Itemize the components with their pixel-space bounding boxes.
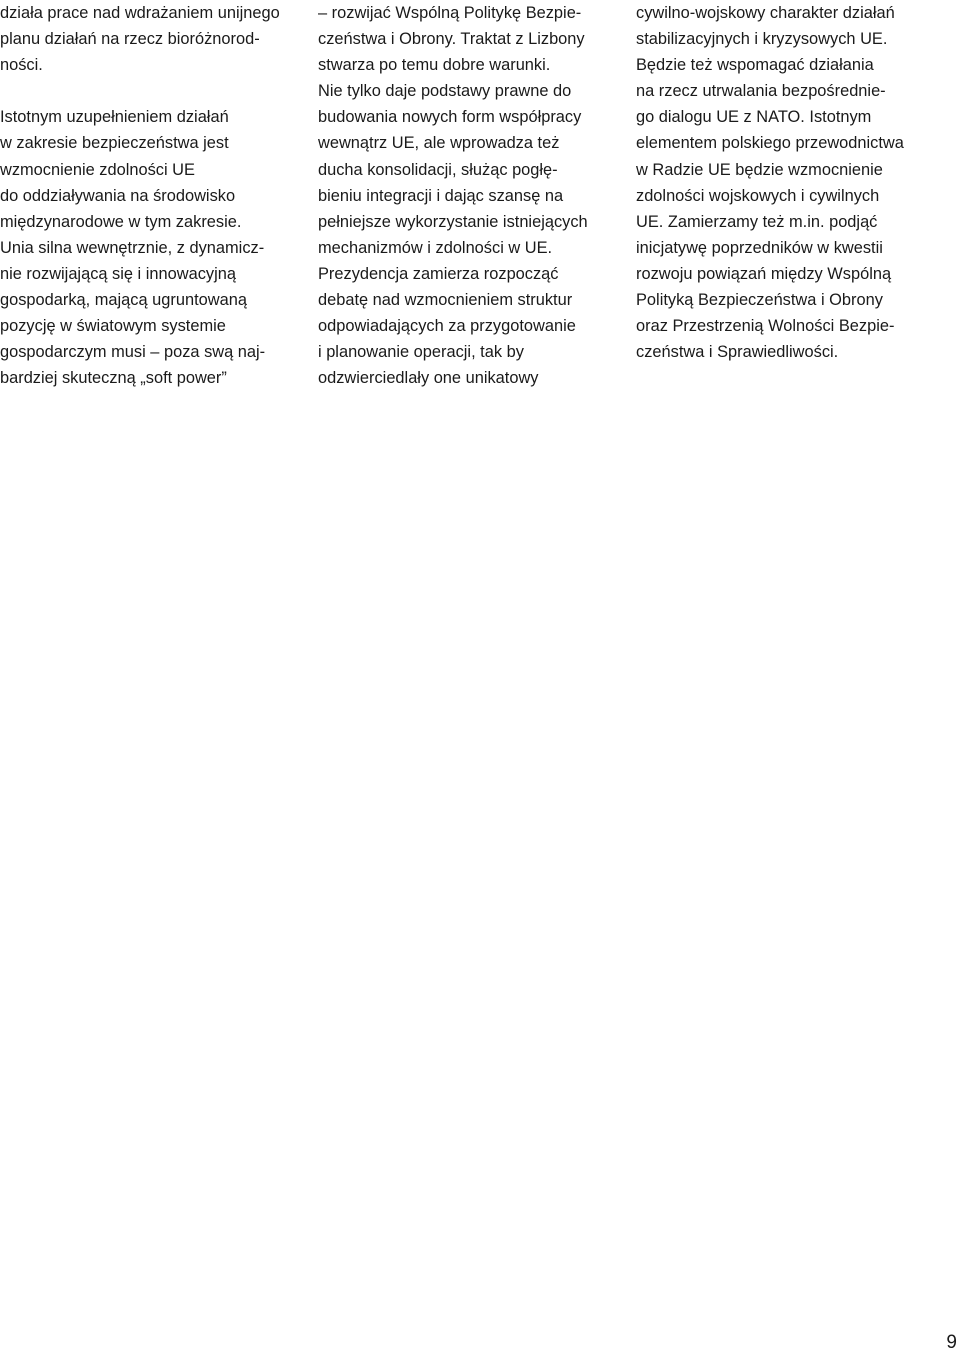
text-line: bardziej skuteczną „soft power” [0, 369, 227, 388]
text-line: gospodarczym musi – poza swą naj- [0, 343, 266, 362]
text-line: stwarza po temu dobre warunki. [318, 56, 551, 75]
text-line: gospodarką, mającą ugruntowaną [0, 291, 247, 310]
paragraph-break [0, 78, 300, 104]
text-line: ducha konsolidacji, służąc pogłę- [318, 160, 558, 179]
text-line: ności. [0, 56, 43, 75]
text-line: i planowanie operacji, tak by [318, 343, 524, 362]
text-line: pełniejsze wykorzystanie istniejących [318, 212, 588, 231]
text-line: Prezydencja zamierza rozpocząć [318, 264, 559, 283]
text-line: Unia silna wewnętrznie, z dynamicz- [0, 238, 265, 257]
text-line: stabilizacyjnych i kryzysowych UE. [636, 30, 888, 49]
text-line: go dialogu UE z NATO. Istotnym [636, 108, 872, 127]
text-line: debatę nad wzmocnieniem struktur [318, 291, 573, 310]
text-line: rozwoju powiązań między Wspólną [636, 264, 892, 283]
text-line: – rozwijać Wspólną Politykę Bezpie- [318, 4, 582, 22]
text-line: UE. Zamierzamy też m.in. podjąć [636, 212, 878, 231]
text-line: bieniu integracji i dając szansę na [318, 186, 564, 205]
text-line: wzmocnienie zdolności UE [0, 160, 195, 179]
text-line: w zakresie bezpieczeństwa jest [0, 134, 229, 153]
text-line: międzynarodowe w tym zakresie. [0, 212, 242, 231]
text-line: budowania nowych form współpracy [318, 108, 582, 127]
text-line: elementem polskiego przewodnictwa [636, 134, 904, 153]
text-line: planu działań na rzecz bioróżnorod- [0, 30, 260, 49]
text-line: Polityką Bezpieczeństwa i Obrony [636, 291, 883, 310]
text-line: wewnątrz UE, ale wprowadza też [318, 134, 560, 153]
text-line: czeństwa i Obrony. Traktat z Lizbony [318, 30, 585, 49]
text-column-left [0, 0, 300, 391]
text-line: oraz Przestrzenią Wolności Bezpie- [636, 317, 895, 336]
text-line: Istotnym uzupełnieniem działań [0, 108, 229, 127]
text-line: Nie tylko daje podstawy prawne do [318, 82, 572, 101]
text-line: zdolności wojskowych i cywilnych [636, 186, 880, 205]
text-line: w Radzie UE będzie wzmocnienie [636, 160, 883, 179]
text-line: Będzie też wspomagać działania [636, 56, 874, 75]
text-line: czeństwa i Sprawiedliwości. [636, 343, 839, 362]
text-line: cywilno-wojskowy charakter działań [636, 4, 895, 22]
text-line: pozycję w światowym systemie [0, 317, 226, 336]
text-column-middle [318, 0, 618, 391]
text-line: mechanizmów i zdolności w UE. [318, 238, 553, 257]
text-line: na rzecz utrwalania bezpośrednie- [636, 82, 886, 101]
text-column-right [636, 0, 936, 365]
text-line: inicjatywę poprzedników w kwestii [636, 238, 883, 257]
text-line: nie rozwijającą się i innowacyjną [0, 264, 236, 283]
text-line: odzwierciedlały one unikatowy [318, 369, 539, 388]
page-number: 9 [946, 1332, 957, 1353]
text-line: odpowiadających za przygotowanie [318, 317, 576, 336]
text-line: do oddziaływania na środowisko [0, 186, 236, 205]
text-line: działa prace nad wdrażaniem unijnego [0, 4, 280, 22]
